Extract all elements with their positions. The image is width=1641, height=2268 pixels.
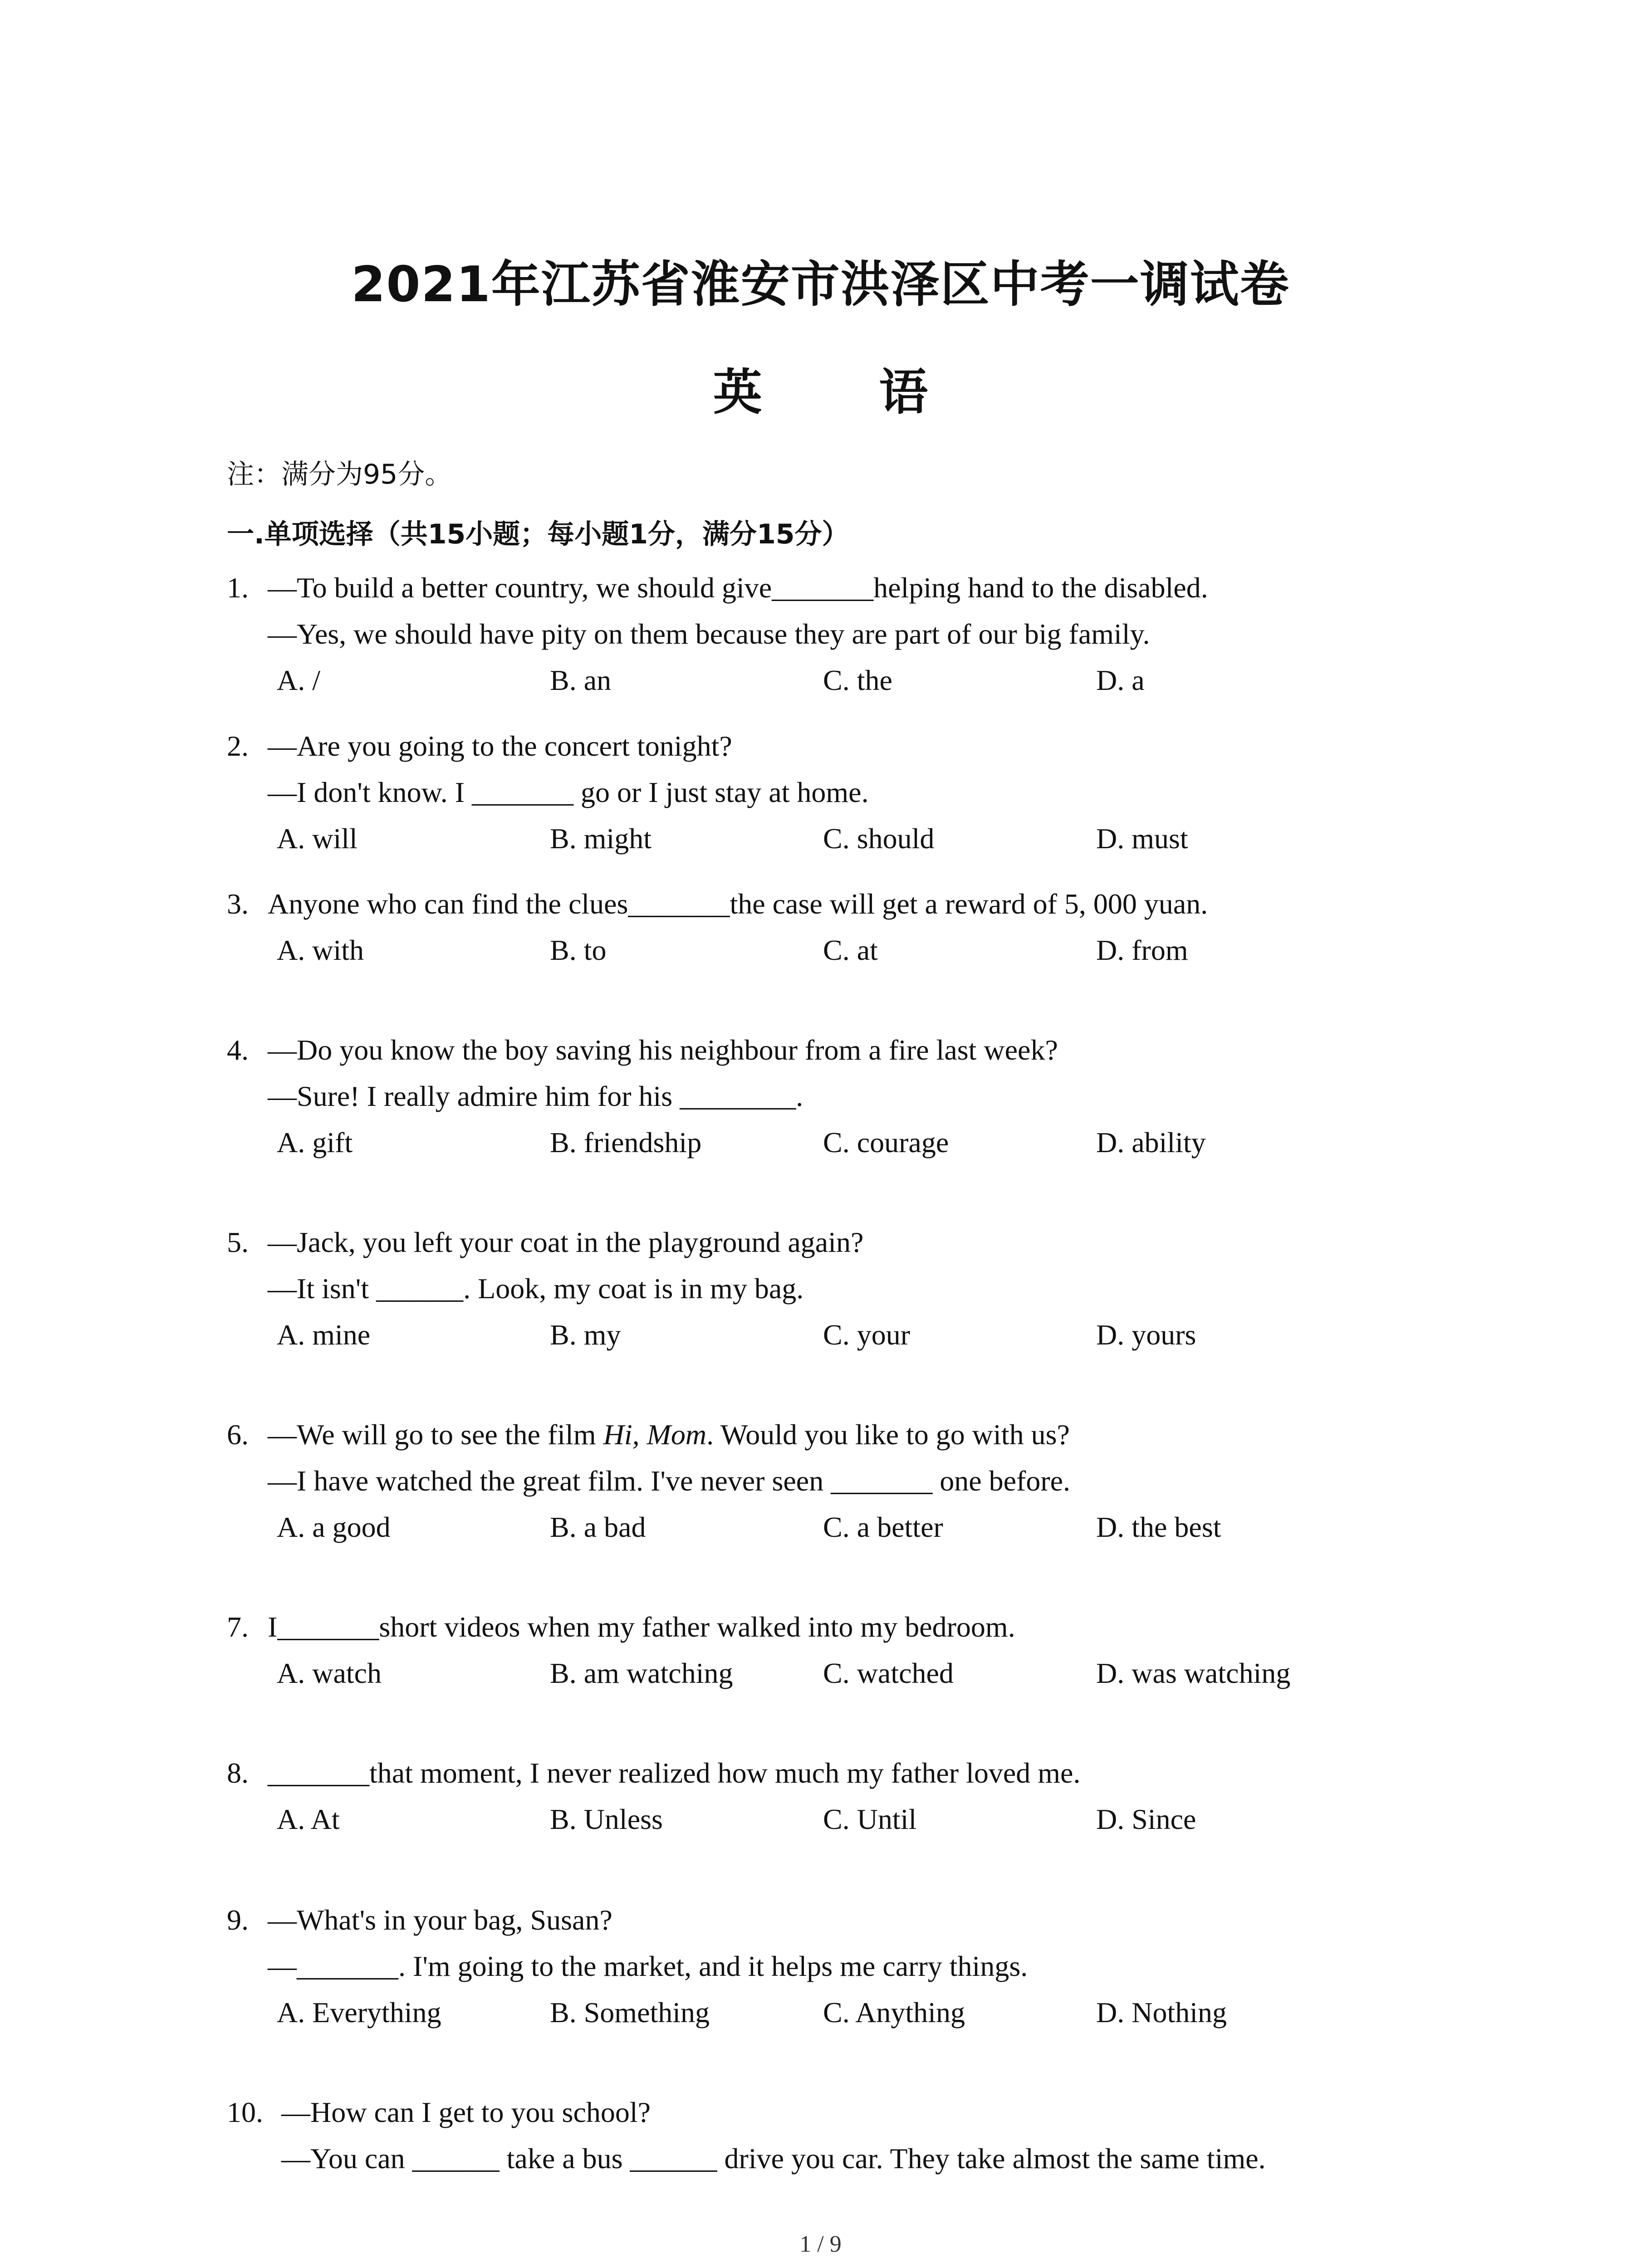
- option-a[interactable]: A. will: [277, 822, 358, 855]
- option-d[interactable]: D. must: [1096, 822, 1188, 855]
- option-a[interactable]: A. At: [277, 1803, 340, 1835]
- question-line: —Do you know the boy saving his neighbour from a fire last week?: [268, 1034, 1058, 1066]
- option-d[interactable]: D. a: [1096, 664, 1145, 696]
- option-d[interactable]: D. the best: [1096, 1511, 1221, 1543]
- question-line: —How can I get to you school?: [281, 2096, 651, 2128]
- question-2: [227, 723, 1188, 862]
- options-row: [227, 1650, 1291, 1696]
- question-4: [227, 1027, 1206, 1166]
- option-c[interactable]: C. watched: [823, 1657, 954, 1689]
- option-d[interactable]: D. was watching: [1096, 1657, 1291, 1689]
- option-a[interactable]: A. /: [277, 664, 320, 696]
- question-line: —What's in your bag, Susan?: [268, 1904, 612, 1936]
- question-number: 7.: [227, 1611, 249, 1643]
- option-c[interactable]: C. a better: [823, 1511, 943, 1543]
- question-number: 2.: [227, 730, 249, 762]
- question-number: 10.: [227, 2096, 263, 2128]
- option-b[interactable]: B. Something: [550, 1996, 710, 2028]
- option-a[interactable]: A. mine: [277, 1319, 371, 1351]
- option-b[interactable]: B. to: [550, 934, 607, 966]
- section-heading: 一.单项选择（共15小题；每小题1分，满分15分）: [227, 518, 849, 550]
- question-line: —Yes, we should have pity on them because they are part of our big family.: [268, 618, 1150, 650]
- question-number: 6.: [227, 1418, 249, 1451]
- option-c[interactable]: C. should: [823, 822, 935, 855]
- page-title: 2021年江苏省淮安市洪泽区中考一调试卷: [351, 256, 1290, 313]
- question-1: [227, 565, 1208, 704]
- question-line: —It isn't ______. Look, my coat is in my bag.: [268, 1272, 804, 1305]
- option-c[interactable]: C. at: [823, 934, 878, 966]
- question-number: 3.: [227, 888, 249, 920]
- options-row: [227, 1312, 1196, 1358]
- question-line: —Are you going to the concert tonight?: [268, 730, 732, 762]
- question-9: [227, 1897, 1227, 2036]
- option-d[interactable]: D. Nothing: [1096, 1996, 1227, 2028]
- question-number: 8.: [227, 1757, 249, 1789]
- options-row: [227, 927, 1188, 973]
- score-note: 注：满分为95分。: [227, 459, 452, 490]
- question-number: 5.: [227, 1226, 249, 1258]
- question-7: [227, 1604, 1291, 1696]
- option-d[interactable]: D. ability: [1096, 1126, 1206, 1158]
- question-line: —You can ______ take a bus ______ drive you car. They take almost the same time.: [281, 2142, 1266, 2175]
- question-8: [227, 1750, 1196, 1843]
- option-a[interactable]: A. a good: [277, 1511, 391, 1543]
- option-c[interactable]: C. Anything: [823, 1996, 965, 2028]
- option-b[interactable]: B. am watching: [550, 1657, 733, 1689]
- option-b[interactable]: B. my: [550, 1319, 621, 1351]
- option-c[interactable]: C. Until: [823, 1803, 917, 1835]
- question-text: —We will go to see the film: [268, 1418, 603, 1451]
- question-line: —I have watched the great film. I've never seen _______ one before.: [268, 1465, 1071, 1497]
- page-number: 1 / 9: [799, 2231, 842, 2257]
- question-3: [227, 881, 1208, 973]
- question-line: —_______. I'm going to the market, and it helps me carry things.: [268, 1950, 1028, 1982]
- option-c[interactable]: C. courage: [823, 1126, 949, 1158]
- option-a[interactable]: A. Everything: [277, 1996, 441, 2028]
- option-b[interactable]: B. might: [550, 822, 652, 855]
- question-line: I_______short videos when my father walked into my bedroom.: [268, 1611, 1015, 1643]
- question-line: —Jack, you left your coat in the playground again?: [268, 1226, 864, 1258]
- options-row: [227, 1989, 1227, 2036]
- question-number: 9.: [227, 1904, 249, 1936]
- question-line: _______that moment, I never realized how much my father loved me.: [268, 1757, 1081, 1789]
- option-c[interactable]: C. the: [823, 664, 892, 696]
- option-a[interactable]: A. watch: [277, 1657, 382, 1689]
- option-b[interactable]: B. an: [550, 664, 612, 696]
- option-a[interactable]: A. with: [277, 934, 364, 966]
- question-number: 1.: [227, 572, 249, 604]
- option-b[interactable]: B. friendship: [550, 1126, 702, 1158]
- question-line: Anyone who can find the clues_______the case will get a reward of 5, 000 yuan.: [268, 888, 1208, 920]
- options-row: [227, 657, 1167, 704]
- option-d[interactable]: D. Since: [1096, 1803, 1196, 1835]
- question-line: [268, 1412, 1070, 1458]
- option-d[interactable]: D. yours: [1096, 1319, 1196, 1351]
- question-10: [227, 2089, 1266, 2182]
- question-line: —I don't know. I _______ go or I just stay at home.: [268, 776, 869, 808]
- options-row: [227, 816, 1188, 862]
- question-number: 4.: [227, 1034, 249, 1066]
- option-c[interactable]: C. your: [823, 1319, 910, 1351]
- options-row: [227, 1119, 1206, 1166]
- subject-title: 英 语: [713, 364, 978, 421]
- question-line: —To build a better country, we should give_______helping hand to the disabled.: [268, 572, 1208, 604]
- option-b[interactable]: B. Unless: [550, 1803, 663, 1835]
- option-d[interactable]: D. from: [1096, 934, 1188, 966]
- question-text: . Would you like to go with us?: [706, 1418, 1070, 1451]
- option-a[interactable]: A. gift: [277, 1126, 353, 1158]
- question-5: [227, 1219, 1196, 1358]
- question-6: [227, 1412, 1221, 1550]
- options-row: [227, 1504, 1221, 1550]
- film-title: Hi, Mom: [603, 1418, 707, 1451]
- option-b[interactable]: B. a bad: [550, 1511, 646, 1543]
- options-row: [227, 1796, 1196, 1843]
- question-line: —Sure! I really admire him for his ________.: [268, 1080, 803, 1112]
